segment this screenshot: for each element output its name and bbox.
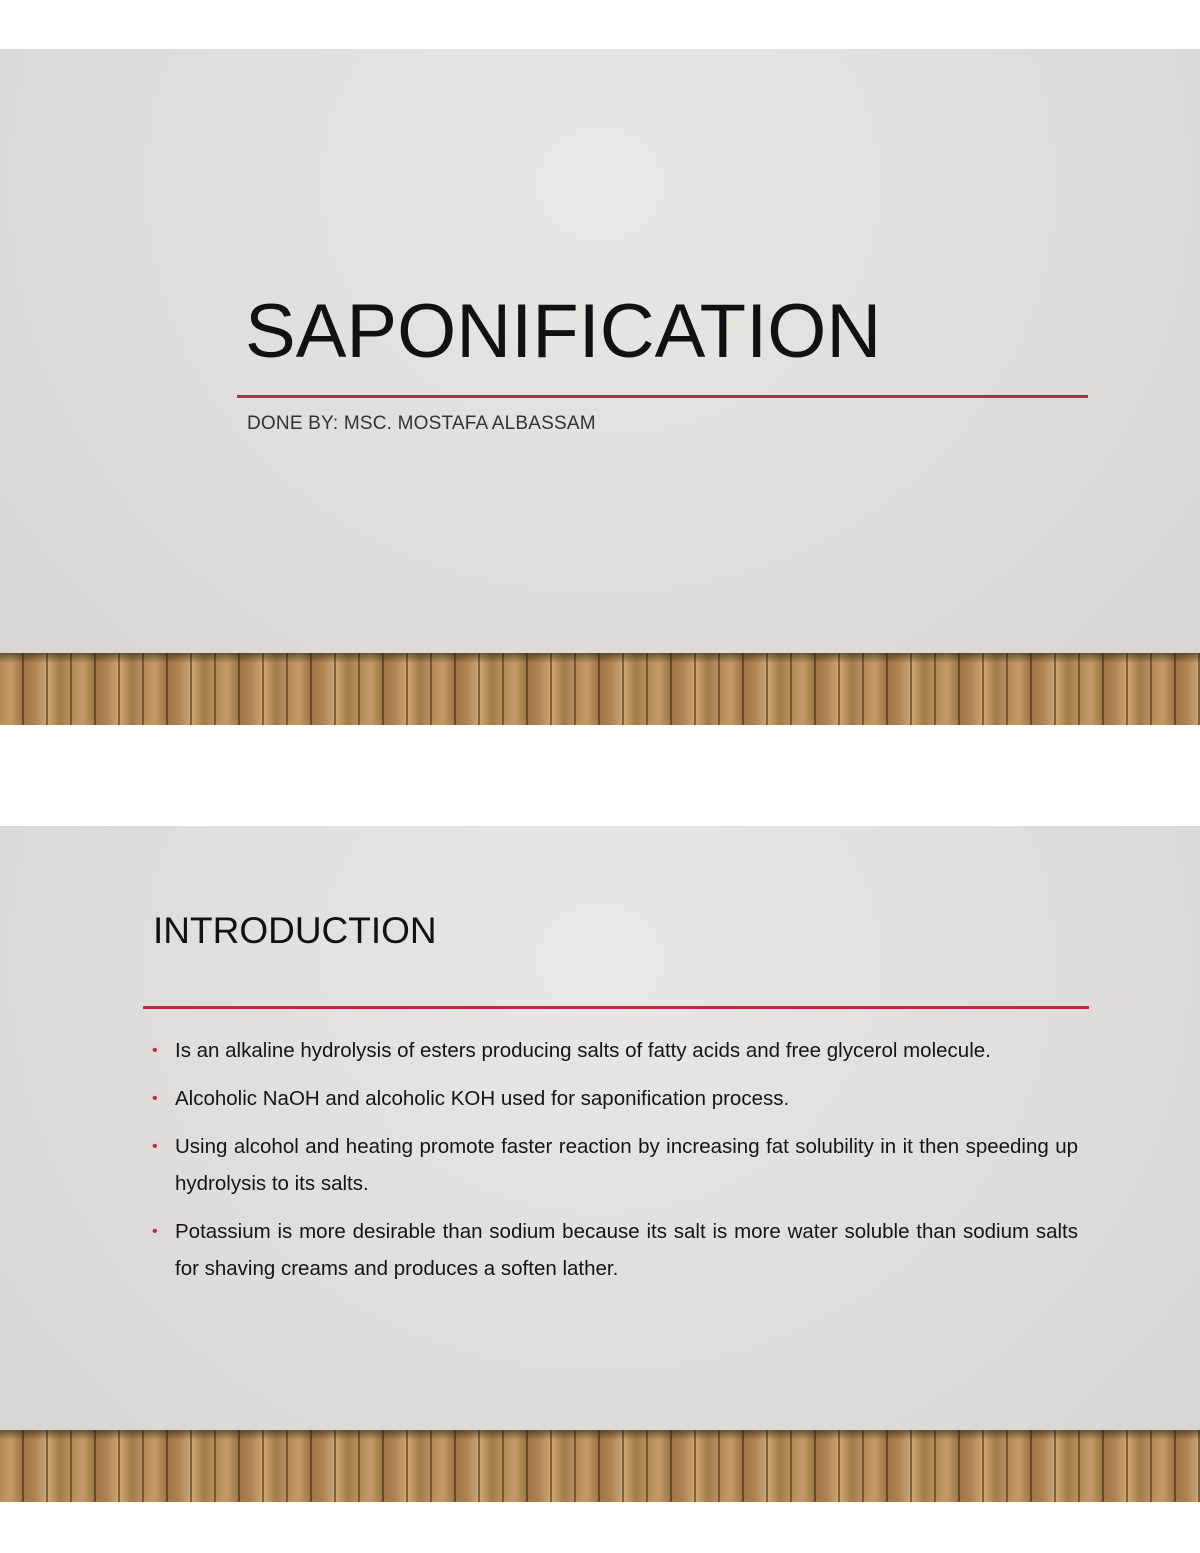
slide-title-heading: SAPONIFICATION	[245, 289, 882, 374]
title-divider	[237, 395, 1088, 398]
bullet-text: Using alcohol and heating promote faster reaction by increasing fat solubility in it then speeding up hydrolysis to its salts.	[175, 1135, 1078, 1195]
slide-introduction	[0, 826, 1200, 1502]
bullet-dot-icon: •	[152, 1138, 158, 1155]
bullet-text: Is an alkaline hydrolysis of esters producing salts of fatty acids and free glycerol molecule.	[175, 1039, 991, 1062]
bullet-dot-icon: •	[152, 1042, 158, 1059]
bullet-dot-icon: •	[152, 1223, 158, 1240]
wood-floor-decoration	[0, 653, 1200, 725]
list-item	[152, 1128, 1078, 1202]
slide-title	[0, 49, 1200, 725]
slide-heading: INTRODUCTION	[153, 910, 437, 951]
bullet-text: Potassium is more desirable than sodium because its salt is more water soluble than sodium salts for shaving creams and produces a soften lather.	[175, 1220, 1078, 1280]
bullet-list	[152, 1032, 1078, 1298]
wood-floor-decoration	[0, 1430, 1200, 1502]
bullet-dot-icon: •	[152, 1090, 158, 1107]
list-item	[152, 1213, 1078, 1287]
list-item	[152, 1080, 1078, 1117]
slide-subtitle: DONE BY: MSC. MOSTAFA ALBASSAM	[247, 413, 596, 434]
list-item	[152, 1032, 1078, 1069]
heading-divider	[143, 1006, 1089, 1009]
bullet-text: Alcoholic NaOH and alcoholic KOH used for saponification process.	[175, 1087, 790, 1110]
